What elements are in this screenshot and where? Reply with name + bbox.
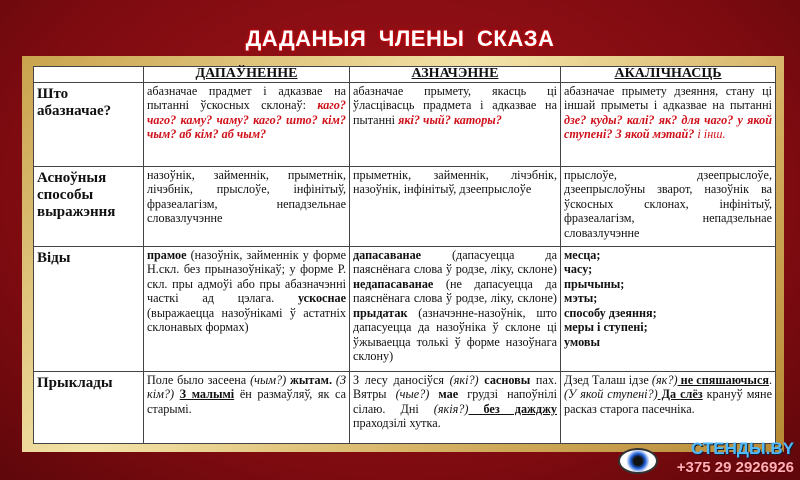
header-row	[34, 67, 776, 83]
header-adverbial: АКАЛІЧНАСЦЬ	[561, 67, 776, 83]
header-empty	[34, 67, 144, 83]
table-row	[34, 246, 776, 371]
row-label: Віды	[34, 246, 144, 371]
cell: прыслоўе, дзеепрыслоўе, дзеепрыслоўны зварот, назоўнік ва ўскосных склонах, інфінітыў, фразеалагізм, непадзельнае словазлучэнне	[561, 166, 776, 246]
poster-title: ДАДАНЫЯ ЧЛЕНЫ СКАЗА	[245, 26, 555, 51]
cell: дапасаванае (дапасуецца да паяснёнага слова ў родзе, ліку, склоне) недапасаванае (не дапасуецца да паяснёнага слова ў родзе, ліку, склоне) прыдатак (азначэнне-назоўнік, што дапасуецца да назоўніка ў склоне ці ўжываецца толькі ў форме назоўнага склону)	[350, 246, 561, 371]
cell: Дзед Талаш ідзе (як?) не спяшаючыся. (У якой ступені?) Да слёз крануў мяне расказ старога пасечніка.	[561, 371, 776, 444]
brand-phone: +375 29 2926926	[676, 459, 794, 476]
brand-name: СТЕНДЫ.BY	[691, 439, 794, 458]
brand-logo	[677, 439, 794, 476]
sentence-members-table	[33, 66, 776, 444]
eye-logo-icon	[618, 448, 658, 474]
row-label: Асноўныя способы выражэння	[34, 166, 144, 246]
header-attribute: АЗНАЧЭННЕ	[350, 67, 561, 83]
table-row	[34, 166, 776, 246]
cell: прамое (назоўнік, займеннік у форме Н.скл. без прыназоўнікаў; у форме Р. скл. пры адмоўі або пры абазначэнні часткі ад цэлага. ускоснае (выражаецца назоўнікамі ў астатніх склонавых формах)	[144, 246, 350, 371]
cell: абазначае прымету дзеяння, стану ці іншай прыметы і адказвае на пытанні дзе? куды? калі? як? для чаго? у якой ступені? З якой мэтай? і інш.	[561, 82, 776, 166]
cell: абазначае прадмет і адказвае на пытанні ўскосных склонаў: каго? чаго? каму? чаму? каго? што? кім? чым? аб кім? аб чым?	[144, 82, 350, 166]
header-object: ДАПАЎНЕННЕ	[144, 67, 350, 83]
cell: Поле было засеена (чым?) жытам. (З кім?) З малымі ён размаўляў, як са старымі.	[144, 371, 350, 444]
row-label: Прыклады	[34, 371, 144, 444]
cell: абазначае прымету, якасць ці ўласцівасць прадмета і адказвае на пытанні які? чый? каторы?	[350, 82, 561, 166]
cell: месца; часу; прычыны; мэты; способу дзеяння; меры і ступені; умовы	[561, 246, 776, 371]
table-row	[34, 371, 776, 444]
cell: З лесу даносіўся (які?) сасновы пах. Вятры (чые?) мае грудзі напоўнілі сілаю. Дні (якія?) без дажджу праходзілі хутка.	[350, 371, 561, 444]
cell: назоўнік, займеннік, прыметнік, лічэбнік, прыслоўе, інфінітыў, фразеалагізм, непадзельнае словазлучэнне	[144, 166, 350, 246]
row-label: Што абазначае?	[34, 82, 144, 166]
table-row	[34, 82, 776, 166]
cell: прыметнік, займеннік, лічэбнік, назоўнік, інфінітыў, дзеепрыслоўе	[350, 166, 561, 246]
